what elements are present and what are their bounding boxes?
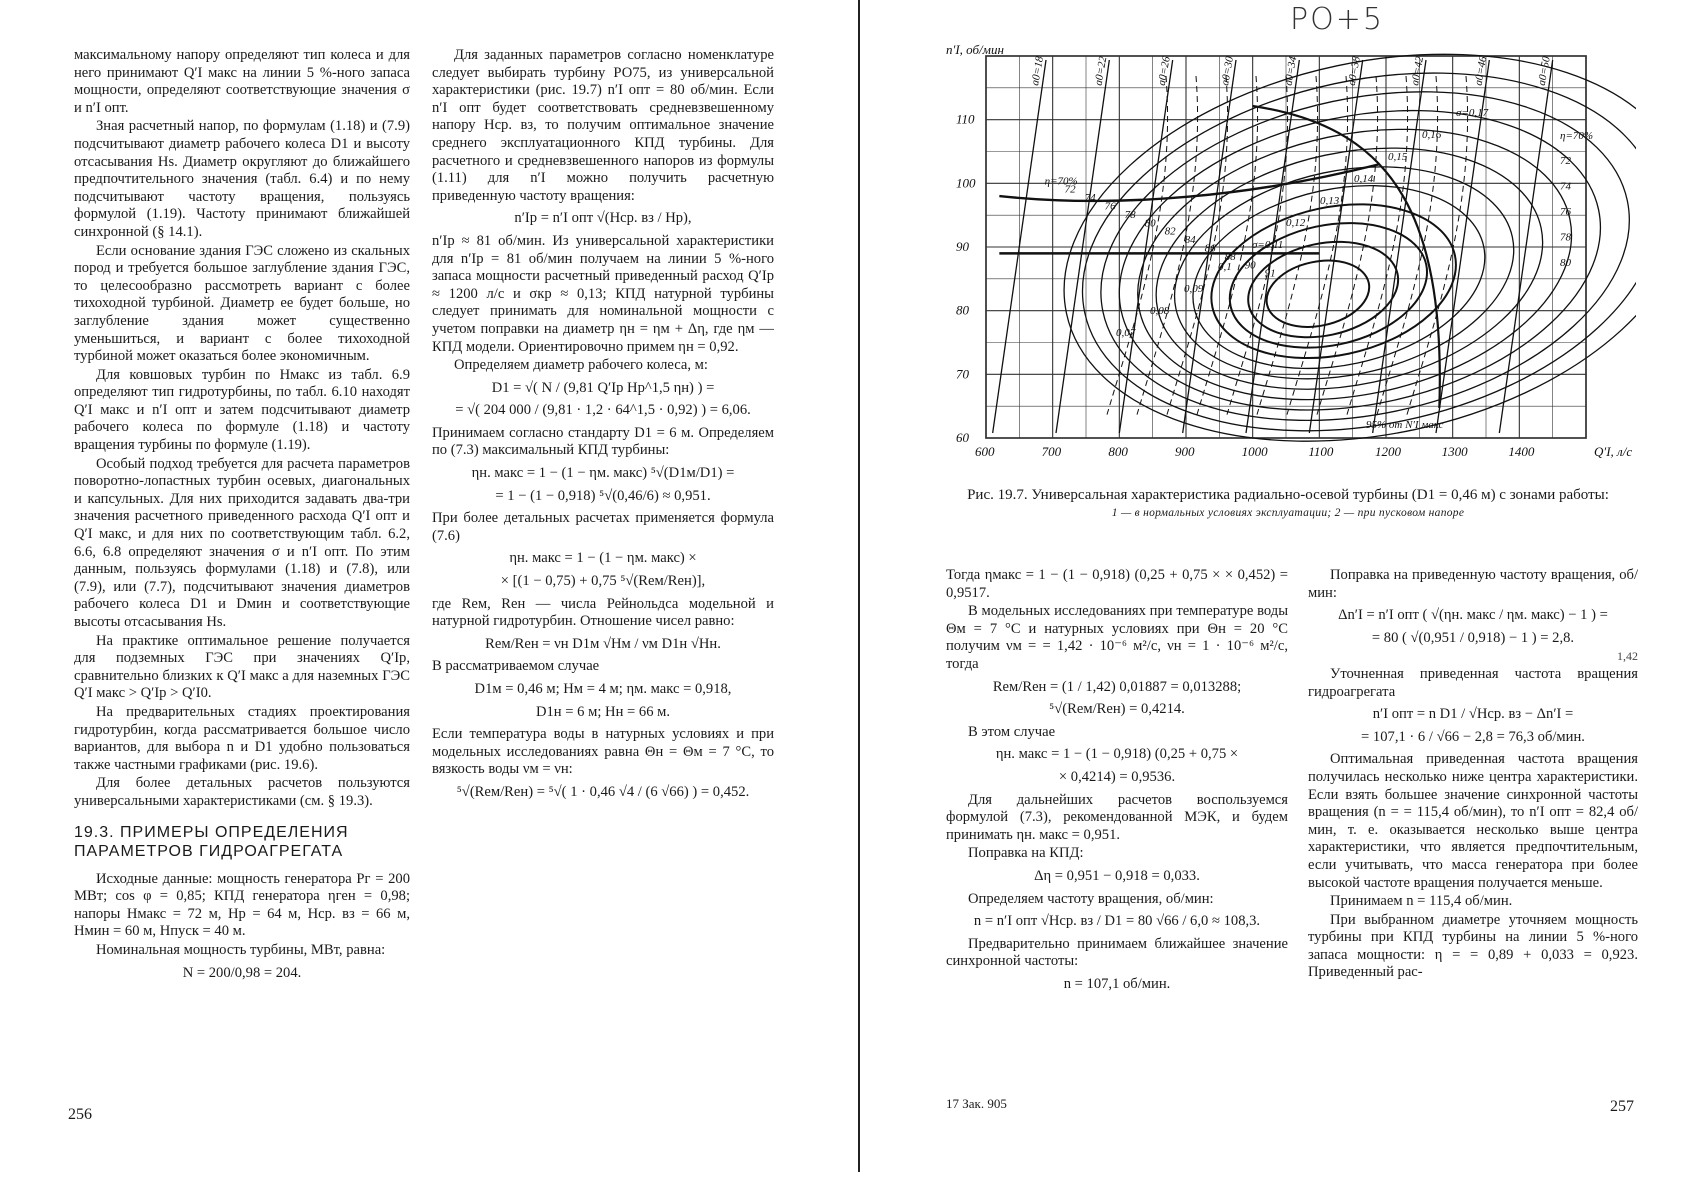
y-tick-label: 60 [956, 430, 969, 445]
paragraph: Поправка на приведенную частоту вращения, об/мин: [1308, 567, 1638, 601]
formula: ⁵√(Reм/Reн) = ⁵√( 1 · 0,46 √4 / (6 √66) ) = 0,452. [456, 783, 750, 800]
sigma-label: 0,12 [1286, 217, 1306, 229]
formula: ⁵√(Reм/Reн) = 0,4214. [1049, 701, 1185, 718]
guide-vane-label: a0=38 [1345, 55, 1363, 87]
sigma-label: 0,1 [1218, 261, 1232, 273]
guide-vane-label: a0=50 [1535, 55, 1553, 87]
efficiency-label: η=70% [1044, 175, 1078, 188]
formula: × 0,4214) = 0,9536. [1058, 768, 1176, 785]
right-efficiency-label: 76 [1560, 206, 1571, 219]
paragraph: Номинальная мощность турбины, МВт, равна: [96, 941, 386, 958]
efficiency-label: 84 [1184, 234, 1196, 247]
figure-caption-text: Рис. 19.7. Универсальная характеристика радиально-осевой турбины (D1 = 0,46 м) с зонами работы: [967, 487, 1609, 503]
sigma-label: 0,08 [1150, 305, 1170, 317]
right-efficiency-label: η=70% [1560, 129, 1594, 142]
formula: = 80 ( √(0,951 / 0,918) − 1 ) = 2,8. [1371, 629, 1575, 646]
paragraph: Зная расчетный напор, по формулам (1.18) и (7.9) подсчитывают диаметр рабочего колеса D1 и высоту отсасывания Hs. Диаметр округляют до ближайшего предпочтительного значения (табл. 6.4) и по нему подсчитывают частоту вращения, пользуясь формулой (1.19). Частоту принимают ближайшей синхронной (§ 14.1). [74, 118, 410, 240]
sigma-label: σ=0,17 [1456, 107, 1489, 119]
paragraph: n′Ip ≈ 81 об/мин. Из универсальной характеристики для n′Ip = 81 об/мин получаем на линии 5 %-ного запаса мощности расчетный приведенный расход Q′Ip ≈ 1200 л/с и σкр ≈ 0,13; КПД натурной турбины следует принимать для номинальной мощности с учетом поправки на диаметр ηн = ηм + Δη, где ηм — КПД модели. Ориентировочно примем ηн = 0,92. [432, 232, 774, 355]
paragraph: В модельных исследованиях при температуре воды Θм = 7 °С и натурных условиях при Θн = 20 °С получим νм = = 1,42 · 10⁻⁶ м²/с, νн = 1 · 10⁻⁶ м²/с, тогда [946, 603, 1288, 672]
paragraph: При выбранном диаметре уточняем мощность турбины при КПД турбины на линии 5 %-ного запаса мощности: η = = 0,89 + 0,033 = 0,923. Приведенный рас- [1308, 911, 1638, 981]
paragraph: При более детальных расчетах применяется формула (7.6) [432, 510, 774, 544]
efficiency-label: 88 [1224, 250, 1236, 263]
y-axis-label: n′I, об/мин [946, 42, 1004, 57]
paragraph: Определяем частоту вращения, об/мин: [968, 890, 1214, 907]
x-tick-label: 1300 [1441, 444, 1468, 459]
paragraph: Для ковшовых турбин по Hмакс из табл. 6.9 определяют тип гидротурбины, по табл. 6.10 находят Q′I макс и n′I опт и затем подсчитывают диаметр рабочего колеса по формуле (1.18) и частоту вращения турбины по формуле (1.19). [74, 366, 410, 454]
figure-caption [943, 486, 1633, 522]
guide-vane-label: a0=42 [1409, 55, 1427, 87]
sigma-label: 0,07 [1116, 327, 1136, 339]
page-number: 257 [1610, 1098, 1634, 1115]
efficiency-label: 90 [1244, 259, 1256, 272]
left-column-2 [432, 47, 774, 807]
right-efficiency-label: 72 [1560, 155, 1571, 168]
paragraph: На практике оптимальное решение получается для подземных ГЭС при значениях Q′Ip, сравнительно близких к Q′I макс а для наземных ГЭС Q′I макс > Q′Ip > Q′I0. [74, 632, 410, 702]
x-tick-label: 1200 [1375, 444, 1401, 459]
paragraph: Поправка на КПД: [968, 845, 1084, 862]
efficiency-contour [1197, 183, 1470, 379]
formula: Δn′I = n′I опт ( √(ηн. макс / ηм. макс) − 1 ) = [1338, 607, 1608, 624]
y-tick-label: 80 [956, 302, 969, 318]
margin-note: 1,42 [1617, 649, 1638, 664]
formula: ηн. макс = 1 − (1 − ηм. макс) × [509, 550, 697, 567]
paragraph: В этом случае [968, 723, 1056, 740]
x-tick-label: 1400 [1508, 444, 1535, 459]
power-reserve-annotation: 95% от N′I макс [1366, 419, 1444, 431]
paragraph: где Reм, Reн — числа Рейнольдса модельной и натурной гидротурбин. Отношение чисел равно: [432, 595, 774, 630]
formula: Reм/Reн = νн D1м √Hм / νм D1н √Hн. [485, 635, 721, 652]
x-tick-label: 800 [1108, 444, 1128, 459]
paragraph: В рассматриваемом случае [432, 658, 600, 675]
formula: ηн. макс = 1 − (1 − 0,918) (0,25 + 0,75 × [995, 746, 1239, 763]
efficiency-label: 91 [1264, 267, 1276, 280]
formula: D1н = 6 м; Hн = 66 м. [535, 703, 671, 720]
efficiency-label: 80 [1144, 217, 1156, 230]
formula: Δη = 0,951 − 0,918 = 0,033. [1034, 867, 1200, 884]
efficiency-label: 86 [1204, 242, 1216, 255]
sigma-label: 0,09 [1184, 283, 1204, 295]
paragraph: Предварительно принимаем ближайшее значение синхронной частоты: [946, 935, 1288, 970]
x-tick-label: 1100 [1308, 444, 1334, 459]
handwritten-note: РО+5 [1290, 2, 1384, 37]
paragraph: Для заданных параметров согласно номенклатуре следует выбирать турбину РО75, из универсальной характеристики (рис. 19.7) n′I опт = 80 об/мин. Если n′I опт будет соответствовать средневзвешенному напору Hср. вз, то получим оптимальное значение среднего эксплуатационного КПД турбины. Для расчетного и средневзвешенного напоров из формулы (1.11) для n′I можно получить расчетную приведенную частоту вращения: [432, 47, 774, 204]
efficiency-contour [1049, 38, 1636, 478]
right-column-2 [1308, 567, 1638, 983]
efficiency-contour [1260, 252, 1375, 336]
guide-vane-label: a0=34 [1282, 55, 1300, 87]
paragraph: максимальному напору определяют тип колеса и для него принимают Q′I макс на линии 5 %-ного запаса мощности, определяют соответствующие значения σ и n′I опт. [74, 47, 410, 116]
formula: D1 = √( N / (9,81 Q′Ip Hp^1,5 ηн) ) = [491, 379, 715, 396]
paragraph: На предварительных стадиях проектирования гидротурбин, когда рассматривается большое число вариантов, для выбора n и D1 удобно пользоваться также частными графиками (рис. 19.6). [74, 703, 410, 773]
chart-labels [946, 42, 1632, 459]
x-axis-label: Q′I, л/с [1594, 444, 1633, 459]
paragraph: Уточненная приведенная частота вращения гидроагрегата [1308, 665, 1638, 700]
formula: n′I опт = n D1 / √Hср. вз − Δn′I = [1372, 706, 1574, 723]
y-tick-label: 110 [956, 111, 975, 127]
right-efficiency-label: 74 [1560, 180, 1571, 193]
efficiency-contour [1070, 46, 1636, 467]
sigma-label: 0,14 [1354, 173, 1374, 185]
sigma-label: 0,16 [1422, 129, 1442, 141]
formula: n = n′I опт √Hср. вз / D1 = 80 √66 / 6,0 ≈ 108,3. [973, 913, 1261, 930]
guide-vane-label: a0=46 [1472, 55, 1490, 87]
guide-vane-label: a0=26 [1155, 55, 1173, 87]
paragraph: Для дальнейших расчетов воспользуемся формулой (7.3), рекомендованной МЭК, и будем принимать ηн. макс = 0,951. [946, 791, 1288, 843]
formula: n = 107,1 об/мин. [1063, 975, 1171, 992]
page-number: 256 [68, 1106, 92, 1123]
chart-curves [993, 38, 1636, 478]
formula: = 107,1 · 6 / √66 − 2,8 = 76,3 об/мин. [1361, 728, 1585, 745]
paragraph: Принимаем n = 115,4 об/мин. [1330, 893, 1513, 910]
efficiency-label: 76 [1104, 200, 1116, 213]
paragraph: Определяем диаметр рабочего колеса, м: [454, 357, 708, 374]
left-column-1 [74, 47, 410, 987]
formula: Reм/Reн = (1 / 1,42) 0,01887 = 0,013288; [992, 678, 1242, 695]
guide-vane-label: a0=18 [1029, 55, 1047, 87]
universal-characteristic-chart [946, 38, 1636, 478]
section-heading: 19.3. ПРИМЕРЫ ОПРЕДЕЛЕНИЯ ПАРАМЕТРОВ ГИДРОАГРЕГАТА [74, 823, 349, 860]
formula: D1м = 0,46 м; Hм = 4 м; ηм. макс = 0,918, [474, 681, 732, 697]
guide-vane-label: a0=22 [1092, 55, 1110, 87]
guide-vane-label: a0=30 [1219, 55, 1237, 87]
efficiency-label: 72 [1064, 183, 1076, 196]
x-tick-label: 1000 [1241, 444, 1268, 459]
efficiency-label: 74 [1084, 192, 1096, 205]
paragraph: Тогда ηмакс = 1 − (1 − 0,918) (0,25 + 0,75 × × 0,452) = 0,9517. [946, 567, 1288, 601]
paragraph: Для более детальных расчетов пользуются универсальными характеристиками (см. § 19.3). [74, 775, 410, 809]
figure-caption-legend: 1 — в нормальных условиях эксплуатации; 2 — при пусковом напоре [1111, 507, 1465, 519]
paragraph: Если температура воды в натурных условиях и при модельных исследованиях равна Θн = Θм = 7 °С, то вязкость воды νм = νн: [432, 726, 774, 778]
formula: ηн. макс = 1 − (1 − ηм. макс) ⁵√(D1м/D1) = [471, 465, 735, 482]
footer-order-note: 17 Зак. 905 [946, 1096, 1007, 1111]
formula: n′Ip = n′I опт √(Hср. вз / Hр), [514, 210, 692, 227]
x-tick-label: 600 [975, 444, 995, 459]
paragraph: Принимаем согласно стандарту D1 = 6 м. Определяем по (7.3) максимальный КПД турбины: [432, 424, 774, 459]
paragraph: Оптимальная приведенная частота вращения получилась несколько ниже центра характеристики. Если взять большее значение синхронной частоты вращения (n = = 115,4 об/мин), то n′I опт = 82,4 об/мин, т. е. оказывается несколько выше центра характеристики, что является предпочтительным, если учитывать, что масса генератора при более высокой частоте вращения получается меньше. [1308, 751, 1638, 891]
formula: = √( 204 000 / (9,81 · 1,2 · 64^1,5 · 0,92) ) = 6,06. [455, 402, 751, 419]
formula: = 1 − (1 − 0,918) ⁵√(0,46/6) ≈ 0,951. [495, 487, 711, 504]
sigma-label: 0,13 [1320, 195, 1340, 207]
sigma-label: 0,15 [1388, 151, 1408, 163]
formula: × [(1 − 0,75) + 0,75 ⁵√(Reм/Reн)], [500, 573, 706, 590]
x-tick-label: 900 [1175, 444, 1195, 459]
formula: N = 200/0,98 = 204. [182, 964, 302, 981]
y-tick-label: 70 [956, 366, 969, 382]
right-efficiency-label: 78 [1560, 231, 1571, 244]
right-column-1 [946, 567, 1288, 998]
y-tick-label: 90 [956, 239, 969, 254]
efficiency-label: 78 [1124, 208, 1136, 221]
paragraph: Особый подход требуется для расчета параметров поворотно-лопастных турбин осевых, диагональных и капсульных. Для них приходится задавать два-три значения расчетного приведенного расхода Q′I опт и Q′I макс, и для них по соответствующим табл. 6.2, 6.6, 6.8 определяют значения σ и n′I опт. По этим данным, пользуясь формулами (1.18) и (7.8), или (7.9), или (7.7), подсчитывают значения диаметров рабочего колеса D1 и Dмин и соответствующие высоты отсасывания Hs. [74, 455, 410, 630]
paragraph: Если основание здания ГЭС сложено из скальных пород и требуется большое заглубление здания ГЭС, то целесообразно рассмотреть вариант с более тихоходной турбиной. Диаметр ее будет больше, но заглубление здания может существенно уменьшиться, и вариант с более тихоходной турбиной может оказаться более экономичным. [74, 242, 410, 365]
sigma-label: σ=0,11 [1252, 239, 1284, 251]
y-tick-label: 100 [956, 175, 976, 191]
x-tick-label: 700 [1041, 444, 1062, 459]
right-efficiency-label: 80 [1560, 257, 1571, 270]
paragraph: Исходные данные: мощность генератора Pг = 200 МВт; cos φ = 0,85; КПД генератора ηген = 0,98; напоры Hмакс = 72 м, Hр = 64 м, Hср. вз = 66 м, Hмин = 60 м, Hпуск = 40 м. [74, 870, 410, 940]
efficiency-label: 82 [1164, 225, 1176, 238]
